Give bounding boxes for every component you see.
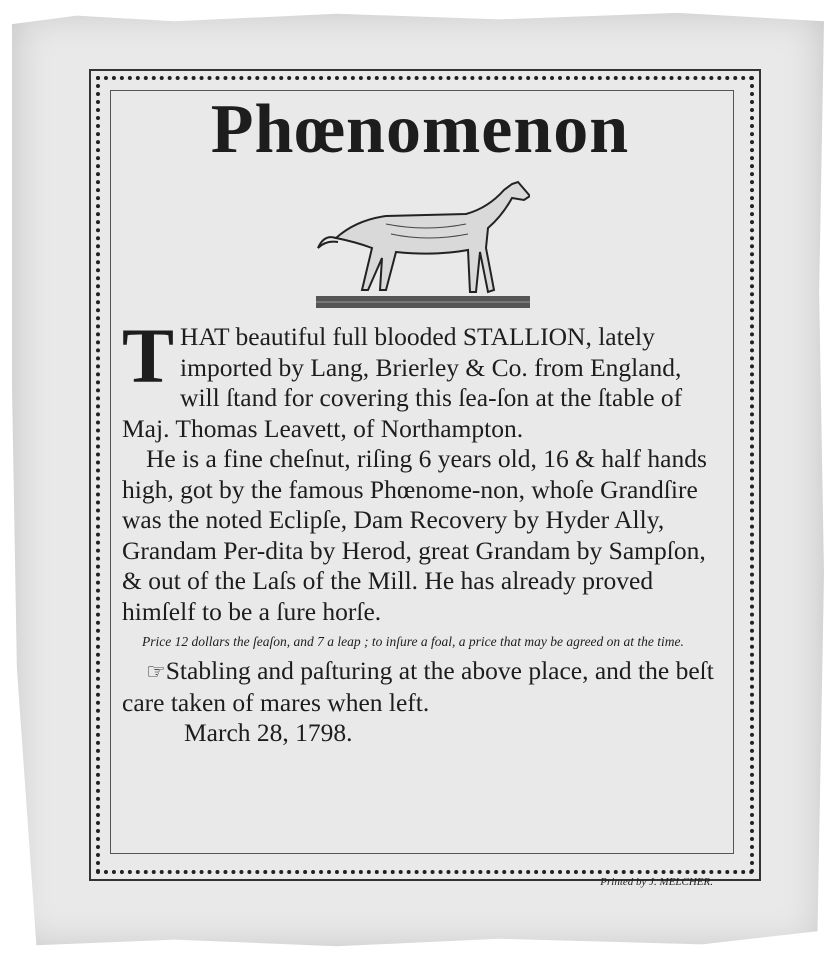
paragraph-intro xyxy=(122,312,716,444)
page-title: Phœnomenon xyxy=(210,91,630,168)
printer-credit: Printed by J. MELCHER. xyxy=(600,876,713,888)
price-note: Price 12 dollars the ſeaſon, and 7 a leap ; to inſure a foal, a price that may be agreed on at the time. xyxy=(142,634,684,649)
drop-cap: T xyxy=(122,312,175,399)
pointing-hand-icon: ☞ xyxy=(146,659,166,684)
paragraph-intro-text: HAT beautiful full blooded STALLION, lately imported by Lang, Brierley & Co. from England, will ſtand for covering this ſea-ſon at the ſtable of Maj. Thomas Leavett, of Northampton. xyxy=(122,322,683,443)
horse-illustration xyxy=(316,178,530,320)
paragraph-stabling xyxy=(122,656,716,718)
stabling-text: Stabling and paſturing at the above place, and the beſt care taken of mares when left. xyxy=(122,656,714,717)
date-line: March 28, 1798. xyxy=(184,718,353,747)
main-body-text xyxy=(122,312,716,749)
paragraph-pedigree: He is a fine cheſnut, riſing 6 years old, 16 & half hands high, got by the famous Phœnome-non, whoſe Grandſire was the noted Eclipſe, Dam Recovery by Hyder Ally, Grandam Per-dita by Herod, great Grandam by Sampſon, & out of the Laſs of the Mill. He has already proved himſelf to be a ſure horſe. xyxy=(122,444,707,626)
